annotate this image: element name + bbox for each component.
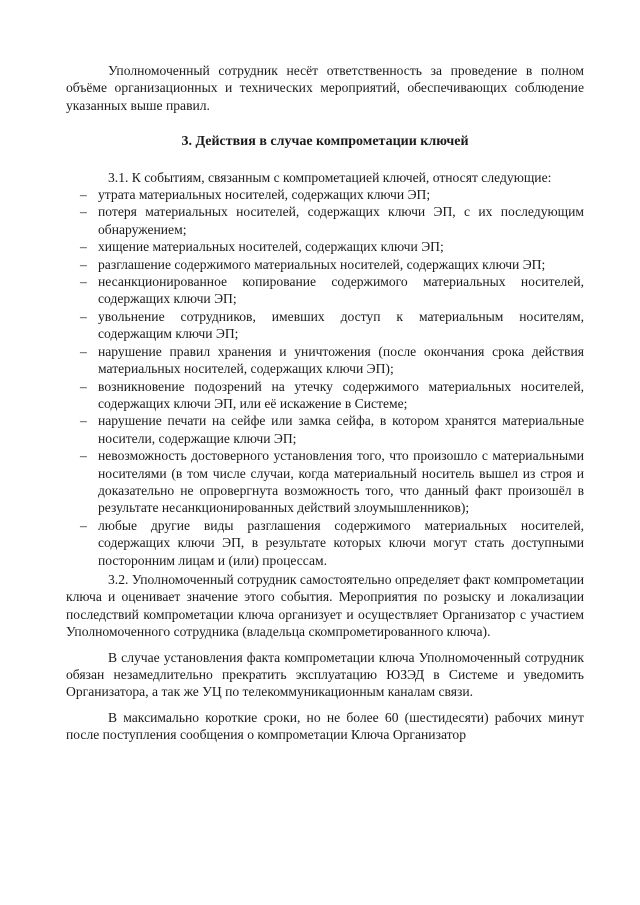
dash-marker: – bbox=[80, 343, 87, 359]
list-item: – потеря материальных носителей, содержащих ключи ЭП, с их последующим обнаружением; bbox=[80, 204, 584, 237]
dash-marker: – bbox=[80, 274, 87, 290]
paragraph-deadline: В максимально короткие сроки, но не более 60 (шестидесяти) рабочих минут после поступления сообщения о компрометации Ключа Организатор bbox=[66, 709, 584, 743]
list-item: – разглашение содержимого материальных носителей, содержащих ключи ЭП; bbox=[80, 256, 546, 272]
paragraph-compromise-case: В случае установления факта компрометации ключа Уполномоченный сотрудник обязан незамедлительно прекратить эксплуатацию ЮЗЭД в Системе и уведомить Организатора, а так же УЦ по телекоммуникационным каналам связи. bbox=[66, 649, 584, 700]
dash-marker: – bbox=[80, 517, 87, 533]
paragraph-3-2: 3.2. Уполномоченный сотрудник самостоятельно определяет факт компрометации ключа и оценивает значение этого события. Мероприятия по розыску и локализации последствий компрометации ключа организует и осуществляет Организатор с участием Уполномоченного сотрудника (владельца скомпрометированного ключа). bbox=[66, 571, 584, 640]
list-item: – увольнение сотрудников, имевших доступ к материальным носителям, содержащим ключи ЭП; bbox=[80, 308, 584, 342]
section-heading: 3. Действия в случае компрометации ключей bbox=[181, 134, 469, 150]
list-item: – невозможность достоверного установления того, что произошло с материальными носителями (в том числе случаи, когда материальный носитель вышел из строя и доказательно не опровергнута возможность того, что данный факт произошёл в результате несанкционированных действий злоумышленников); bbox=[80, 448, 584, 516]
dash-marker: – bbox=[80, 256, 87, 272]
list-item: – возникновение подозрений на утечку содержимого материальных носителей, содержащих ключи ЭП, или её искажение в Системе; bbox=[80, 378, 584, 411]
lead-paragraph: 3.1. К событиям, связанным с компрометацией ключей, относят следующие: bbox=[108, 169, 552, 185]
list-item: – нарушение правил хранения и уничтожения (после окончания срока действия материальных носителей, содержащих ключи ЭП); bbox=[80, 343, 584, 377]
list-item: – нарушение печати на сейфе или замка сейфа, в котором хранятся материальные носители, содержащие ключи ЭП; bbox=[80, 413, 584, 446]
dash-marker: – bbox=[80, 308, 87, 324]
list-item: – хищение материальных носителей, содержащих ключи ЭП; bbox=[80, 239, 444, 255]
dash-marker: – bbox=[80, 204, 87, 220]
dash-marker: – bbox=[80, 239, 87, 255]
dash-marker: – bbox=[80, 413, 87, 429]
intro-paragraph: Уполномоченный сотрудник несёт ответственность за проведение в полном объёме организационных и технических мероприятий, обеспечивающих соблюдение указанных выше правил. bbox=[66, 63, 584, 113]
dash-marker: – bbox=[80, 448, 87, 464]
dash-marker: – bbox=[80, 187, 87, 203]
list-item: – утрата материальных носителей, содержащих ключи ЭП; bbox=[80, 187, 431, 203]
dash-marker: – bbox=[80, 378, 87, 394]
compromise-events-list bbox=[66, 186, 584, 569]
list-item: – любые другие виды разглашения содержимого материальных носителей, содержащих ключи ЭП, в результате которых ключи могут стать доступными посторонним лицам и (или) процессам. bbox=[80, 517, 584, 568]
list-item: – несанкционированное копирование содержимого материальных носителей, содержащих ключи ЭП; bbox=[80, 274, 584, 307]
